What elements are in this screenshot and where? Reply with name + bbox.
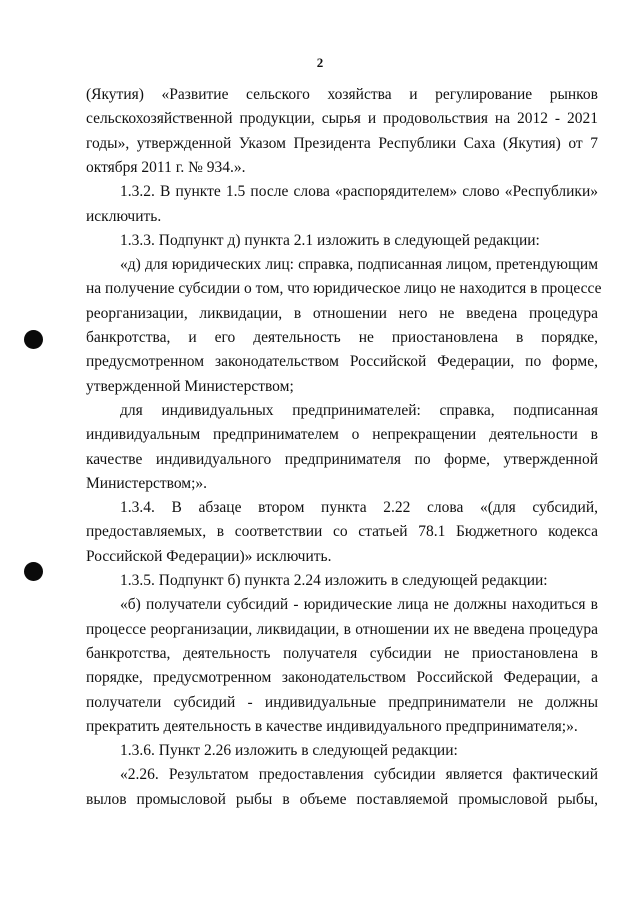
text-line: качестве индивидуального предпринимателя по форме, утвержденной: [86, 450, 598, 468]
text-line: вылов промысловой рыбы в объеме поставляемой промысловой рыбы,: [86, 790, 598, 808]
text-line: порядке, предусмотренном законодательством Российской Федерации, а: [86, 669, 598, 687]
text-line: на получение субсидии о том, что юридическое лицо не находится в процессе: [86, 280, 602, 298]
text-line: сельскохозяйственной продукции, сырья и продовольствия на 2012 - 2021: [86, 110, 598, 128]
punch-hole: [24, 562, 43, 581]
text-line: предоставляемых, в соответствии со статьей 78.1 Бюджетного кодекса: [86, 523, 598, 541]
text-line: 1.3.5. Подпункт б) пункта 2.24 изложить в следующей редакции:: [120, 572, 548, 589]
text-line: годы», утвержденной Указом Президента Республики Саха (Якутия) от 7: [86, 134, 598, 152]
text-line: октября 2011 г. № 934.».: [86, 158, 246, 176]
text-line: 1.3.3. Подпункт д) пункта 2.1 изложить в следующей редакции:: [120, 231, 540, 249]
text-line: Министерством;».: [86, 474, 208, 492]
text-line: банкротства, деятельность получателя субсидии не приостановлена в: [86, 644, 598, 662]
text-line: утвержденной Министерством;: [86, 377, 294, 395]
text-line: исключить.: [86, 207, 162, 225]
text-line: 1.3.6. Пункт 2.26 изложить в следующей редакции:: [120, 742, 458, 760]
text-line: 1.3.2. В пункте 1.5 после слова «распорядителем» слово «Республики»: [120, 183, 598, 201]
text-line: «б) получатели субсидий - юридические лица не должны находиться в: [120, 596, 598, 614]
text-line: получатели субсидий - индивидуальные предприниматели не должны: [86, 693, 598, 711]
text-line: индивидуальным предпринимателем о непрекращении деятельности в: [86, 426, 598, 444]
text-line: реорганизации, ликвидации, в отношении него не введена процедура: [86, 304, 598, 322]
text-line: для индивидуальных предпринимателей: справка, подписанная: [120, 401, 598, 419]
punch-hole: [24, 330, 43, 349]
text-line: прекратить деятельность в качестве индивидуального предпринимателя;».: [86, 717, 578, 735]
text-line: предусмотренном законодательством Российской Федерации, по форме,: [86, 353, 598, 371]
page-number: 2: [316, 55, 324, 70]
text-line: «2.26. Результатом предоставления субсидии является фактический: [120, 766, 598, 784]
text-line: процессе реорганизации, ликвидации, в отношении их не введена процедура: [86, 620, 598, 638]
text-line: 1.3.4. В абзаце втором пункта 2.22 слова «(для субсидий,: [120, 499, 598, 517]
text-line: Российской Федерации)» исключить.: [86, 547, 332, 565]
text-line: «д) для юридических лиц: справка, подписанная лицом, претендующим: [120, 256, 598, 274]
text-line: (Якутия) «Развитие сельского хозяйства и регулирование рынков: [86, 86, 598, 103]
text-line: банкротства, и его деятельность не приостановлена в порядке,: [86, 329, 598, 346]
